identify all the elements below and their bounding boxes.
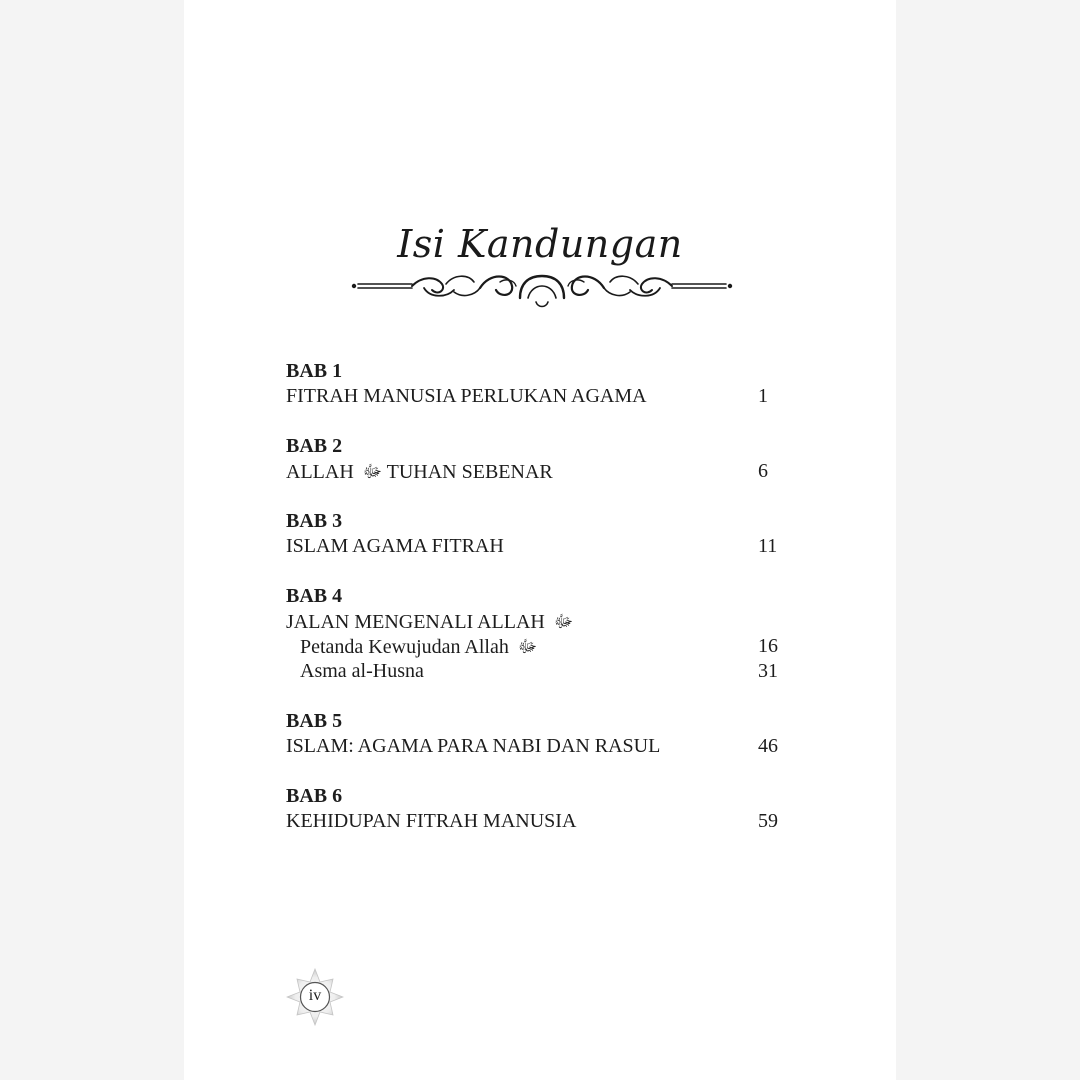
toc-entry[interactable]: [286, 734, 806, 759]
entry-page-number: 59: [758, 810, 778, 832]
entry-title: Petanda Kewujudan Allah: [300, 636, 509, 658]
entry-page-number: 31: [758, 660, 778, 682]
allah-honorific-glyph-icon: ﷻ: [553, 612, 574, 631]
toc-subentry[interactable]: [286, 659, 806, 684]
toc-subentry[interactable]: [286, 634, 806, 659]
entry-title: JALAN MENGENALI ALLAH: [286, 611, 545, 633]
allah-honorific-glyph-icon: ﷻ: [517, 637, 538, 656]
allah-honorific-glyph-icon: ﷻ: [362, 462, 382, 481]
chapter-4: [286, 583, 806, 684]
entry-title: KEHIDUPAN FITRAH MANUSIA: [286, 810, 577, 832]
toc-entry[interactable]: [286, 384, 806, 409]
toc-entry[interactable]: [286, 809, 806, 834]
chapter-label: BAB 3: [286, 510, 343, 532]
entry-page-number: 16: [758, 635, 778, 657]
toc-entry[interactable]: [286, 609, 806, 634]
entry-title: ISLAM: AGAMA PARA NABI DAN RASUL: [286, 735, 661, 757]
entry-page-number: 11: [758, 535, 778, 557]
page-title: Isi Kandungan: [397, 222, 683, 266]
book-page: [184, 0, 896, 1080]
chapter-label: BAB 6: [286, 785, 343, 807]
chapter-5: [286, 708, 806, 759]
table-of-contents: [286, 358, 806, 858]
flourish-divider-icon: [350, 268, 734, 310]
entry-title: FITRAH MANUSIA PERLUKAN AGAMA: [286, 385, 647, 407]
chapter-label: BAB 4: [286, 585, 343, 607]
page-number-badge: [286, 968, 344, 1026]
entry-title-continued: TUHAN SEBENAR: [386, 461, 553, 483]
entry-page-number: 46: [758, 735, 778, 757]
chapter-label: BAB 1: [286, 360, 343, 382]
toc-entry[interactable]: [286, 459, 806, 484]
entry-page-number: 6: [758, 460, 768, 482]
chapter-6: [286, 783, 806, 834]
entry-title: ISLAM AGAMA FITRAH: [286, 535, 504, 557]
entry-title: ALLAH: [286, 461, 354, 483]
toc-entry[interactable]: [286, 534, 806, 559]
entry-page-number: 1: [758, 385, 768, 407]
chapter-1: [286, 358, 806, 409]
page-number: iv: [308, 987, 322, 1004]
entry-title: Asma al-Husna: [300, 660, 424, 682]
chapter-label: BAB 2: [286, 435, 343, 457]
chapter-2: [286, 433, 806, 484]
chapter-label: BAB 5: [286, 710, 343, 732]
chapter-3: [286, 508, 806, 559]
